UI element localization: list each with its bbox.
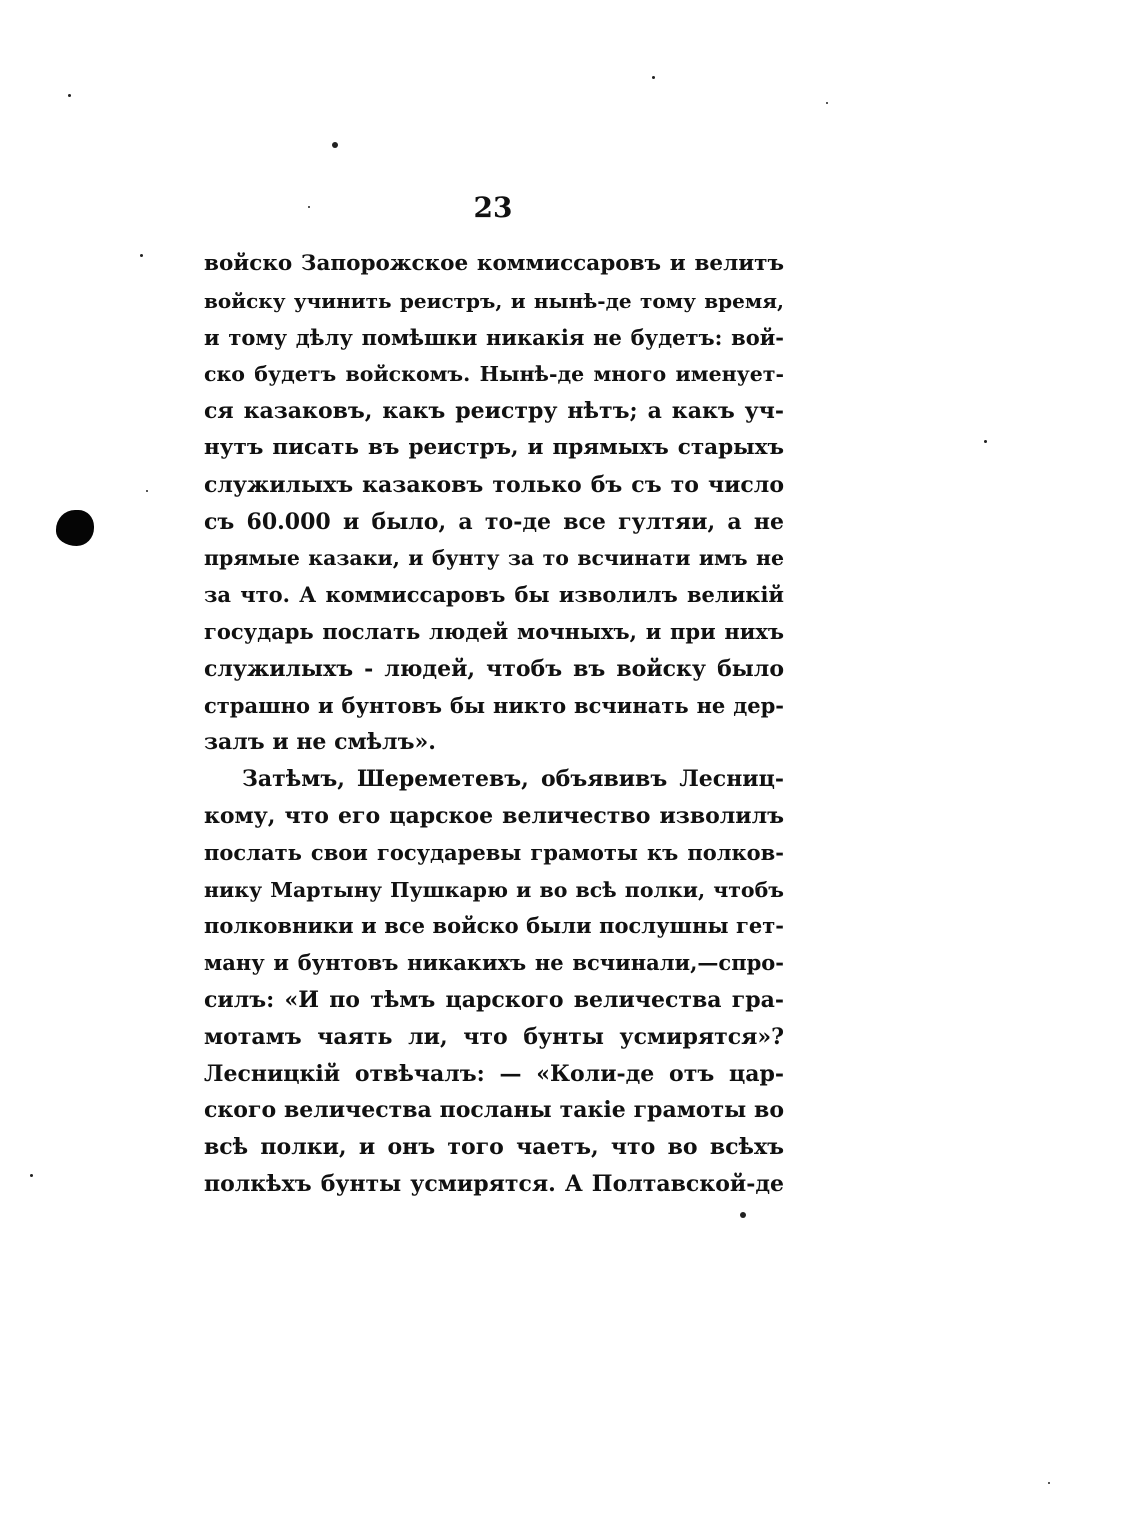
text-line: нику Мартыну Пушкарю и во всѣ полки, чтобъ [204, 877, 784, 902]
text-line: и тому дѣлу помѣшки никакія не будетъ: вой- [204, 324, 784, 350]
text-line: силъ: «И по тѣмъ царского величества гра- [204, 986, 784, 1013]
text-line: ского величества посланы такіе грамоты во [204, 1097, 784, 1124]
body-text [204, 246, 784, 1203]
text-line: съ 60.000 и было, а то-де все гултяи, а не [204, 508, 784, 535]
text-line: служилыхъ казаковъ только бъ съ то число [204, 471, 784, 498]
page-number: 23 [473, 191, 513, 224]
text-line: всѣ полки, и онъ того чаетъ, что во всѣхъ [204, 1134, 784, 1161]
scan-speck [826, 102, 828, 104]
text-line: войско Запорожское коммиссаровъ и велитъ [204, 251, 784, 276]
scan-speck [146, 490, 148, 492]
text-line: Затѣмъ, Шереметевъ, объявивъ Лесниц- [242, 766, 784, 793]
text-line: полковники и все войско были послушны гет- [204, 913, 784, 939]
text-line: ско будетъ войскомъ. Нынѣ-де много именует- [204, 362, 784, 387]
text-line: войску учинить реистръ, и нынѣ-де тому время, [204, 288, 784, 313]
text-line: нутъ писать въ реистръ, и прямыхъ старыхъ [204, 434, 784, 460]
scan-speck [740, 1212, 746, 1218]
text-line: страшно и бунтовъ бы никто всчинать не дер- [204, 692, 784, 718]
scan-speck [308, 206, 310, 208]
scan-speck [1048, 1482, 1050, 1484]
paragraph-1 [204, 246, 784, 761]
text-line: Лесницкій отвѣчалъ: — «Коли-де отъ цар- [204, 1060, 784, 1087]
text-line: ману и бунтовъ никакихъ не всчинали,—спро- [204, 950, 784, 976]
scan-speck [140, 254, 143, 257]
text-line: служилыхъ - людей, чтобъ въ войску было [204, 655, 784, 682]
text-line: за что. А коммиссаровъ бы изволилъ великій [204, 582, 784, 608]
text-line: кому, что его царское величество изволилъ [204, 802, 784, 829]
ink-blot [56, 510, 94, 546]
scan-speck [652, 76, 655, 79]
text-line: ся казаковъ, какъ реистру нѣтъ; а какъ уч- [204, 398, 784, 425]
text-line: залъ и не смѣлъ». [204, 729, 436, 756]
scan-speck [984, 440, 987, 443]
text-line: полкѣхъ бунты усмирятся. А Полтавской-де [204, 1170, 784, 1197]
text-line: мотамъ чаять ли, что бунты усмирятся»? [204, 1023, 784, 1050]
scan-speck [68, 94, 71, 97]
text-line: послать свои государевы грамоты къ полков- [204, 839, 784, 865]
paragraph-2 [204, 761, 784, 1203]
text-line: государь послать людей мочныхъ, и при нихъ [204, 618, 784, 644]
scan-speck [332, 142, 338, 148]
text-line: прямые казаки, и бунту за то всчинати имъ не [204, 546, 784, 571]
scan-speck [30, 1174, 33, 1177]
